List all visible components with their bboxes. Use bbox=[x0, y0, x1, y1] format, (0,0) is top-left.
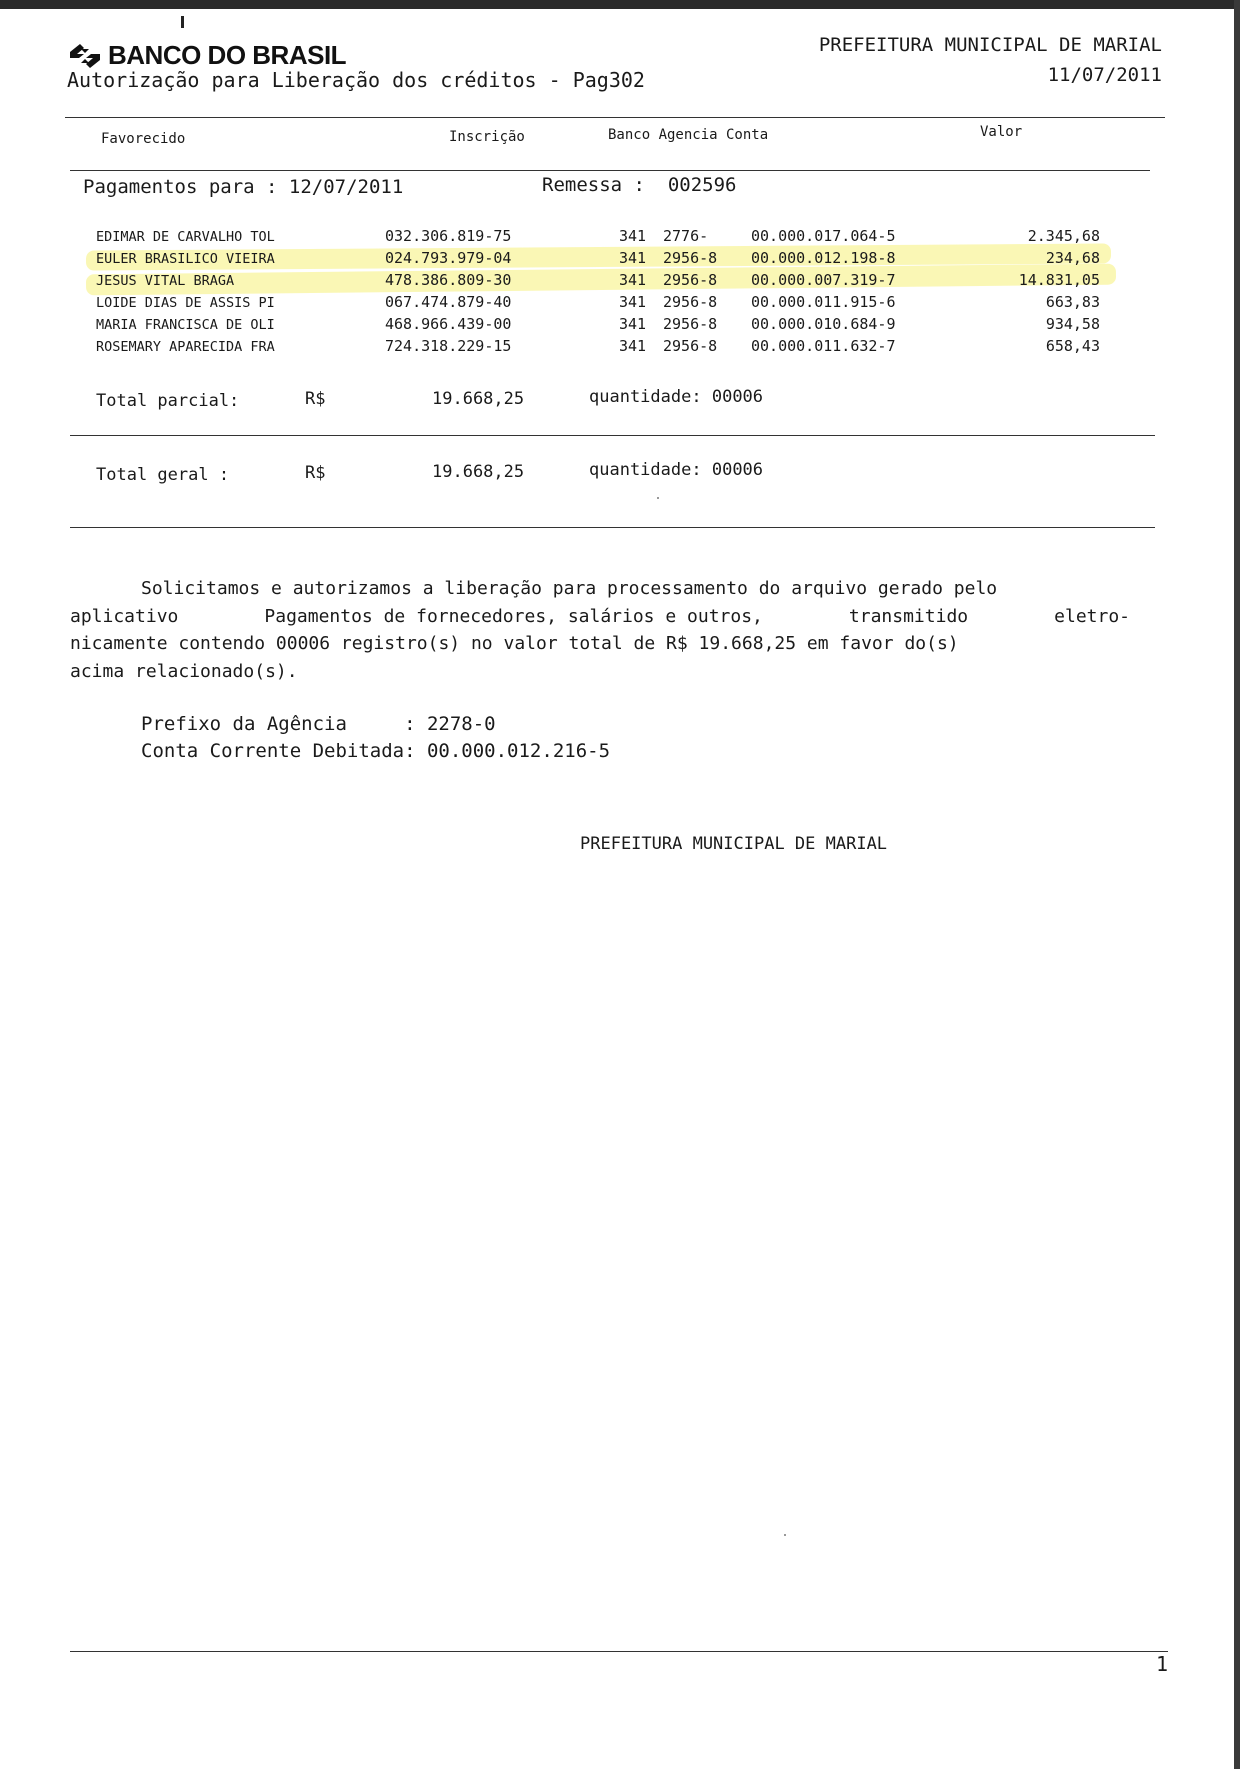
total-geral-label: Total geral : bbox=[96, 465, 230, 485]
quantity-value: 00006 bbox=[711, 460, 764, 480]
agency-prefix-label: Prefixo da Agência : bbox=[141, 713, 427, 735]
payee-agency: 2956-8 bbox=[663, 315, 718, 333]
payee-bank: 341 bbox=[619, 227, 647, 245]
payee-name: EULER BRASILICO VIEIRA bbox=[96, 251, 275, 267]
payee-name: JESUS VITAL BRAGA bbox=[96, 273, 235, 289]
payee-inscricao: 468.966.439-00 bbox=[385, 315, 512, 333]
payment-date-label: Pagamentos para : bbox=[83, 176, 278, 198]
agency-prefix: 2278-0 bbox=[426, 713, 496, 735]
authorization-line: acima relacionado(s). bbox=[70, 660, 298, 682]
column-header-inscricao: Inscrição bbox=[449, 129, 525, 145]
column-header-banco-agencia-conta: Banco Agencia Conta bbox=[608, 127, 769, 143]
scan-border-top bbox=[0, 0, 1240, 9]
authorization-word: aplicativo bbox=[70, 605, 179, 627]
payee-name: EDIMAR DE CARVALHO TOL bbox=[96, 229, 275, 245]
total-geral-amount: 19.668,25 bbox=[432, 462, 525, 482]
payee-bank: 341 bbox=[619, 249, 647, 267]
payee-agency: 2956-8 bbox=[663, 249, 718, 267]
payee-value: 934,58 bbox=[1045, 315, 1100, 333]
payee-agency: 2956-8 bbox=[663, 337, 718, 355]
page-number: 1 bbox=[1155, 1652, 1168, 1676]
payee-account: 00.000.012.198-8 bbox=[751, 249, 896, 267]
table-row bbox=[0, 315, 1240, 337]
payee-inscricao: 032.306.819-75 bbox=[385, 227, 512, 245]
payee-bank: 341 bbox=[619, 271, 647, 289]
column-header-favorecido: Favorecido bbox=[101, 131, 186, 147]
payee-account: 00.000.011.915-6 bbox=[751, 293, 896, 311]
payee-value: 658,43 bbox=[1045, 337, 1100, 355]
payee-account: 00.000.017.064-5 bbox=[751, 227, 896, 245]
payee-value: 14.831,05 bbox=[1018, 271, 1100, 289]
authorization-line: Solicitamos e autorizamos a liberação para processamento do arquivo gerado pelo bbox=[141, 578, 998, 599]
debited-account-line bbox=[141, 740, 610, 762]
table-row bbox=[0, 271, 1240, 293]
column-header-rule bbox=[70, 170, 1150, 171]
header-rule bbox=[65, 117, 1165, 118]
bank-logo bbox=[68, 40, 346, 71]
payee-name: MARIA FRANCISCA DE OLI bbox=[96, 317, 275, 333]
total-geral-currency: R$ bbox=[305, 463, 326, 483]
payee-inscricao: 067.474.879-40 bbox=[385, 293, 512, 311]
agency-prefix-line bbox=[141, 713, 496, 735]
payee-value: 234,68 bbox=[1045, 249, 1100, 267]
payee-account: 00.000.007.319-7 bbox=[751, 271, 896, 289]
subtotal-rule bbox=[70, 435, 1155, 436]
document-date: 11/07/2011 bbox=[1047, 64, 1162, 86]
authorization-word: transmitido bbox=[848, 605, 969, 627]
payee-agency: 2776- bbox=[663, 227, 709, 245]
total-geral-quantity bbox=[589, 460, 763, 480]
payee-inscricao: 724.318.229-15 bbox=[385, 337, 512, 355]
banco-do-brasil-logo-icon bbox=[68, 43, 102, 69]
payment-date-line bbox=[83, 176, 403, 198]
table-row bbox=[0, 249, 1240, 271]
quantity-label: quantidade: bbox=[589, 460, 702, 480]
payment-date: 12/07/2011 bbox=[288, 176, 404, 198]
payee-agency: 2956-8 bbox=[663, 271, 718, 289]
column-header-valor: Valor bbox=[980, 124, 1023, 140]
table-row bbox=[0, 293, 1240, 315]
total-parcial-currency: R$ bbox=[305, 389, 326, 409]
payee-inscricao: 024.793.979-04 bbox=[385, 249, 512, 267]
payee-value: 663,83 bbox=[1045, 293, 1100, 311]
organization-name: PREFEITURA MUNICIPAL DE MARIAL bbox=[818, 34, 1162, 56]
authorization-word: Pagamentos de fornecedores, salários e outros, bbox=[264, 605, 763, 627]
document-title: Autorização para Liberação dos créditos - Pag302 bbox=[67, 68, 645, 92]
scan-speck bbox=[784, 1534, 786, 1536]
payee-name: LOIDE DIAS DE ASSIS PI bbox=[96, 295, 275, 311]
payee-agency: 2956-8 bbox=[663, 293, 718, 311]
total-parcial-quantity bbox=[589, 387, 763, 407]
total-parcial-amount: 19.668,25 bbox=[432, 389, 525, 409]
total-rule bbox=[70, 527, 1155, 528]
bank-name: BANCO DO BRASIL bbox=[108, 40, 347, 70]
payee-bank: 341 bbox=[619, 337, 647, 355]
table-row bbox=[0, 337, 1240, 359]
payee-bank: 341 bbox=[619, 293, 647, 311]
payee-bank: 341 bbox=[619, 315, 647, 333]
scan-mark bbox=[181, 16, 184, 28]
payee-name: ROSEMARY APARECIDA FRA bbox=[96, 339, 275, 355]
authorization-word: eletro- bbox=[1054, 605, 1130, 627]
total-parcial-label: Total parcial: bbox=[96, 391, 240, 411]
payee-account: 00.000.010.684-9 bbox=[751, 315, 896, 333]
payee-value: 2.345,68 bbox=[1027, 227, 1100, 245]
remessa-line bbox=[542, 174, 736, 196]
remessa-number: 002596 bbox=[667, 174, 737, 196]
quantity-label: quantidade: bbox=[589, 387, 702, 407]
payee-inscricao: 478.386.809-30 bbox=[385, 271, 512, 289]
authorization-line: nicamente contendo 00006 registro(s) no valor total de R$ 19.668,25 em favor do(s) bbox=[70, 633, 959, 654]
authorization-paragraph bbox=[70, 575, 1130, 685]
remessa-label: Remessa : bbox=[542, 174, 645, 196]
signer-organization: PREFEITURA MUNICIPAL DE MARIAL bbox=[580, 834, 888, 854]
quantity-value: 00006 bbox=[711, 387, 764, 407]
payee-account: 00.000.011.632-7 bbox=[751, 337, 896, 355]
table-row bbox=[0, 227, 1240, 249]
debited-account-label: Conta Corrente Debitada: bbox=[141, 740, 427, 762]
authorization-line bbox=[70, 603, 1130, 631]
scan-speck bbox=[657, 497, 659, 499]
debited-account: 00.000.012.216-5 bbox=[426, 740, 611, 762]
footer-rule bbox=[70, 1651, 1168, 1652]
